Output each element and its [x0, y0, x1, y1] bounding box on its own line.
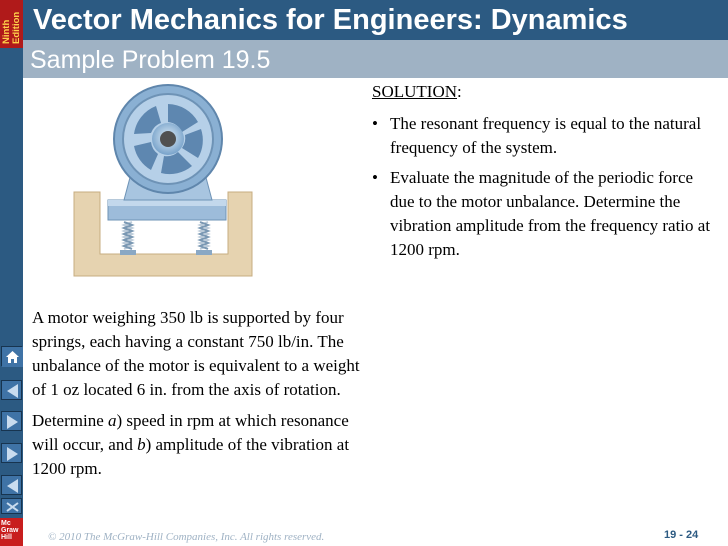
- edition-line2: Edition: [11, 11, 22, 44]
- problem-paragraph-1: A motor weighing 350 lb is supported by four springs, each having a constant 750 lb/in. The unbalance of the motor is equivalent to a weight of 1 oz located 6 in. from the axis of rotation.: [32, 308, 360, 399]
- slide-title: Sample Problem 19.5: [30, 46, 271, 74]
- subtitle-bar: [23, 40, 728, 78]
- first-slide-icon: [2, 381, 23, 401]
- problem-paragraph-2: [32, 409, 362, 481]
- bullet-icon: •: [372, 114, 378, 133]
- solution-colon: :: [457, 82, 462, 101]
- solution-panel: [372, 80, 717, 268]
- edition-badge: [0, 0, 23, 48]
- p2-post: ) amplitude of the vibration at 1200 rpm.: [32, 435, 350, 478]
- solution-bullet-text: The resonant frequency is equal to the natural frequency of the system.: [390, 114, 702, 157]
- solution-bullet: [372, 166, 717, 262]
- exit-icon: [2, 499, 23, 515]
- exit-button[interactable]: [1, 498, 22, 514]
- left-sidebar: [0, 0, 23, 546]
- last-slide-icon: [2, 476, 23, 496]
- edition-label: [2, 12, 22, 44]
- home-icon: [2, 347, 23, 367]
- part-b-label: b: [137, 435, 146, 454]
- logo-line3: Hill: [1, 534, 12, 541]
- copyright-footer: © 2010 The McGraw-Hill Companies, Inc. All rights reserved.: [48, 531, 325, 543]
- solution-bullet: [372, 112, 717, 160]
- bullet-icon: •: [372, 168, 378, 187]
- next-slide-button[interactable]: [1, 443, 22, 463]
- problem-statement: [32, 306, 362, 488]
- p2-mid: ) speed in rpm at which resonance will occur, and: [32, 411, 349, 454]
- first-slide-button[interactable]: [1, 380, 22, 400]
- edition-line1: Ninth: [1, 19, 12, 44]
- solution-heading: [372, 80, 717, 104]
- previous-slide-button[interactable]: [1, 411, 22, 431]
- solution-bullet-text: Evaluate the magnitude of the periodic force due to the motor unbalance. Determine the vibration amplitude from the frequency ratio at 1200 rpm.: [390, 168, 711, 259]
- previous-slide-icon: [2, 412, 23, 432]
- title-bar: [23, 0, 728, 40]
- last-slide-button[interactable]: [1, 475, 22, 495]
- motor-illustration: [68, 84, 268, 289]
- motor-on-springs-image: [68, 84, 268, 284]
- solution-heading-text: SOLUTION: [372, 82, 457, 101]
- logo-line2: Graw: [1, 527, 19, 534]
- part-a-label: a: [108, 411, 117, 430]
- page-number: 19 - 24: [664, 529, 699, 541]
- p2-pre: Determine: [32, 411, 108, 430]
- mcgraw-hill-logo: [0, 518, 23, 546]
- logo-line1: Mc: [1, 520, 11, 527]
- book-title: Vector Mechanics for Engineers: Dynamics: [33, 4, 628, 36]
- home-button[interactable]: [1, 346, 22, 366]
- next-slide-icon: [2, 444, 23, 464]
